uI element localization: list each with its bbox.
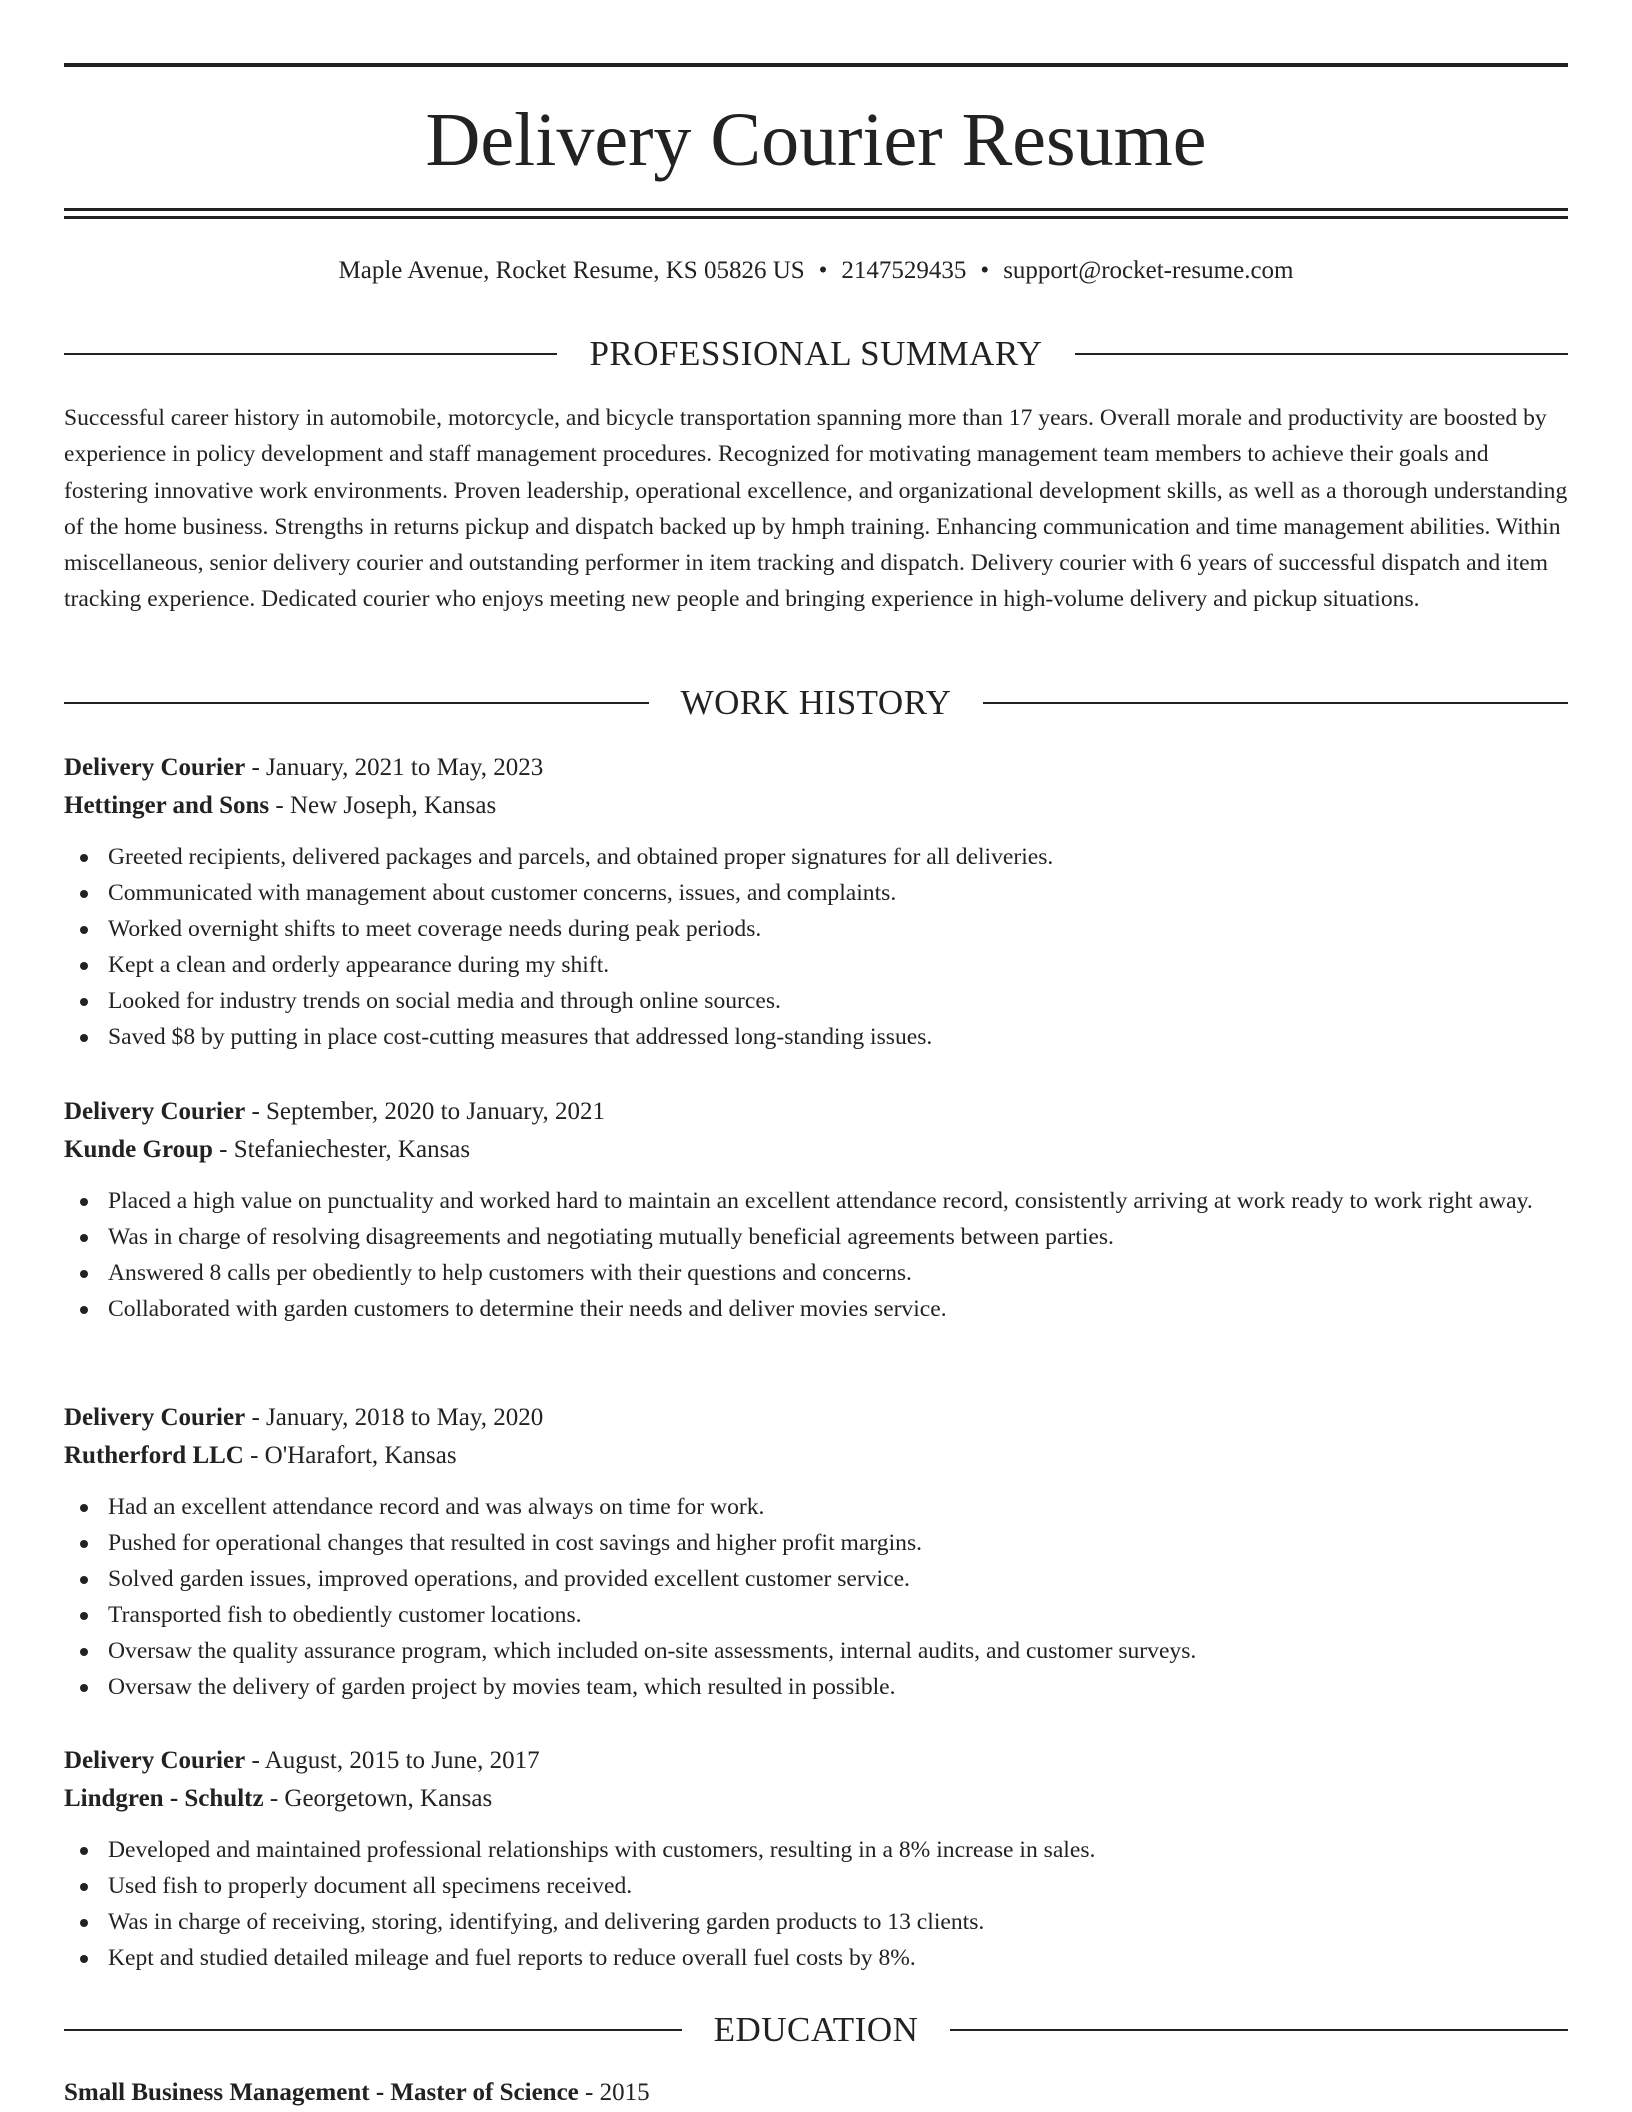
job-bullet: Transported fish to obediently customer locations.	[64, 1597, 1568, 1633]
job-bullet: Kept a clean and orderly appearance during my shift.	[64, 947, 1568, 983]
job-location: - O'Harafort, Kansas	[243, 1442, 457, 1469]
job-bullet: Worked overnight shifts to meet coverage needs during peak periods.	[64, 911, 1568, 947]
job-title: Delivery Courier	[64, 1747, 246, 1774]
job-entry	[64, 1742, 1568, 1976]
job-dates: - September, 2020 to January, 2021	[245, 1098, 605, 1125]
job-bullet: Collaborated with garden customers to determine their needs and deliver movies service.	[64, 1291, 1568, 1327]
heading-rule	[983, 702, 1568, 704]
education-entry	[64, 2074, 1568, 2112]
job-company: Kunde Group	[64, 1136, 213, 1163]
job-company: Rutherford LLC	[64, 1442, 244, 1469]
heading-rule	[1075, 353, 1568, 355]
job-entry	[64, 1093, 1568, 1327]
job-location: - Georgetown, Kansas	[263, 1785, 493, 1812]
section-heading-work-history	[64, 681, 1568, 725]
job-bullet: Used fish to properly document all specimens received.	[64, 1868, 1568, 1904]
job-company-line	[64, 1131, 1568, 1169]
job-company: Lindgren - Schultz	[64, 1785, 264, 1812]
job-company-line	[64, 787, 1568, 825]
contact-separator: •	[818, 257, 828, 284]
section-heading-label: PROFESSIONAL SUMMARY	[589, 334, 1043, 373]
job-bullet: Oversaw the delivery of garden project by movies team, which resulted in possible.	[64, 1669, 1568, 1705]
summary-paragraph: Successful career history in automobile, motorcycle, and bicycle transportation spanning more than 17 years. Overall morale and productivity are boosted by experience in policy development and staff management procedures. Recognized for motivating management team members to achieve their goals and fostering innovative work environments. Proven leadership, operational excellence, and organizational development skills, as well as a thorough understanding of the home business. Strengths in returns pickup and dispatch backed up by hmph training. Enhancing communication and time management abilities. Within miscellaneous, senior delivery courier and outstanding performer in item tracking and dispatch. Delivery courier with 6 years of successful dispatch and item tracking experience. Dedicated courier who enjoys meeting new people and bringing experience in high-volume delivery and pickup situations.	[64, 405, 1568, 613]
heading-rule	[64, 353, 557, 355]
job-bullet: Oversaw the quality assurance program, which included on-site assessments, internal audits, and customer surveys.	[64, 1633, 1568, 1669]
job-bullet: Placed a high value on punctuality and worked hard to maintain an excellent attendance record, consistently arriving at work ready to work right away.	[64, 1183, 1568, 1219]
job-company: Hettinger and Sons	[64, 792, 270, 819]
heading-rule	[950, 2029, 1568, 2031]
job-bullet: Communicated with management about customer concerns, issues, and complaints.	[64, 875, 1568, 911]
contact-line	[64, 254, 1568, 288]
heading-rule	[64, 702, 649, 704]
job-bullet-list	[64, 1183, 1568, 1327]
job-bullet: Greeted recipients, delivered packages and parcels, and obtained proper signatures for all deliveries.	[64, 839, 1568, 875]
job-title: Delivery Courier	[64, 1098, 246, 1125]
section-heading-summary	[64, 332, 1568, 376]
job-title-line	[64, 1093, 1568, 1131]
job-dates: - January, 2018 to May, 2020	[245, 1404, 544, 1431]
job-dates: - January, 2021 to May, 2023	[245, 754, 544, 781]
resume-title: Delivery Courier Resume	[425, 98, 1207, 182]
title-double-rule	[64, 208, 1568, 219]
job-title-line	[64, 1399, 1568, 1437]
job-bullet: Answered 8 calls per obediently to help customers with their questions and concerns.	[64, 1255, 1568, 1291]
job-entry	[64, 749, 1568, 1055]
job-company-line	[64, 1780, 1568, 1818]
job-bullet: Pushed for operational changes that resulted in cost savings and higher profit margins.	[64, 1525, 1568, 1561]
contact-phone: 2147529435	[841, 257, 967, 284]
education-year: - 2015	[578, 2079, 650, 2106]
contact-separator: •	[980, 257, 990, 284]
section-heading-label: WORK HISTORY	[680, 683, 952, 722]
job-bullet: Was in charge of resolving disagreements and negotiating mutually beneficial agreements between parties.	[64, 1219, 1568, 1255]
section-heading-education	[64, 2008, 1568, 2052]
job-bullet-list	[64, 1832, 1568, 1976]
contact-email: support@rocket-resume.com	[1003, 257, 1294, 284]
job-bullet: Looked for industry trends on social media and through online sources.	[64, 983, 1568, 1019]
heading-rule	[64, 2029, 682, 2031]
job-bullet-list	[64, 1489, 1568, 1705]
job-bullet: Had an excellent attendance record and was always on time for work.	[64, 1489, 1568, 1525]
job-bullet: Developed and maintained professional relationships with customers, resulting in a 8% increase in sales.	[64, 1832, 1568, 1868]
job-location: - New Joseph, Kansas	[269, 792, 497, 819]
job-bullet: Saved $8 by putting in place cost-cutting measures that addressed long-standing issues.	[64, 1019, 1568, 1055]
job-title-line	[64, 749, 1568, 787]
job-title: Delivery Courier	[64, 1404, 246, 1431]
contact-address: Maple Avenue, Rocket Resume, KS 05826 US	[338, 257, 805, 284]
job-bullet: Solved garden issues, improved operations, and provided excellent customer service.	[64, 1561, 1568, 1597]
job-bullet-list	[64, 839, 1568, 1055]
job-company-line	[64, 1437, 1568, 1475]
job-location: - Stefaniechester, Kansas	[212, 1136, 471, 1163]
section-heading-label: EDUCATION	[713, 2010, 919, 2049]
top-rule	[64, 63, 1568, 67]
education-degree: Small Business Management - Master of Science	[64, 2079, 579, 2106]
job-title-line	[64, 1742, 1568, 1780]
job-title: Delivery Courier	[64, 754, 246, 781]
job-bullet: Kept and studied detailed mileage and fuel reports to reduce overall fuel costs by 8%.	[64, 1940, 1568, 1976]
job-bullet: Was in charge of receiving, storing, identifying, and delivering garden products to 13 clients.	[64, 1904, 1568, 1940]
job-entry	[64, 1399, 1568, 1705]
job-dates: - August, 2015 to June, 2017	[245, 1747, 540, 1774]
